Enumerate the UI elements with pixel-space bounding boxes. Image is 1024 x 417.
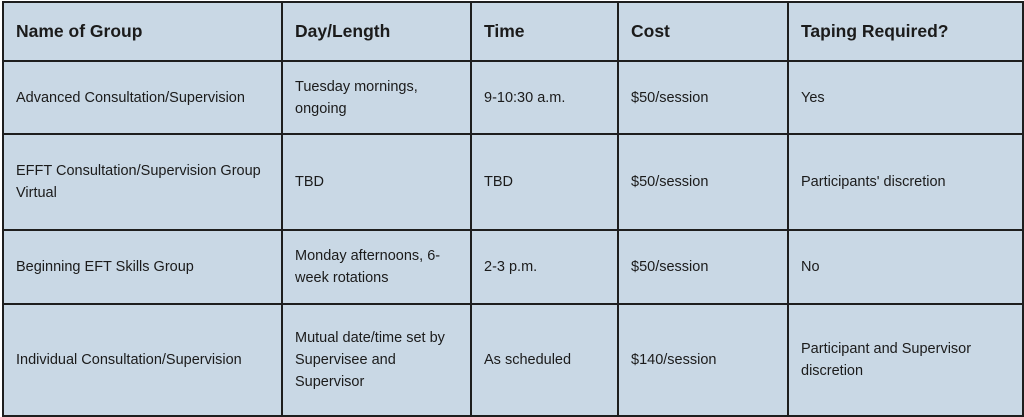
header-day-length: Day/Length (282, 2, 471, 61)
groups-table (2, 1, 1024, 417)
cell-time: 9-10:30 a.m. (471, 61, 618, 134)
header-cost: Cost (618, 2, 788, 61)
cell-day-length: Tuesday mornings, ongoing (282, 61, 471, 134)
table-row (3, 304, 1023, 416)
cell-time: As scheduled (471, 304, 618, 416)
groups-table-container (2, 1, 1022, 415)
cell-cost: $140/session (618, 304, 788, 416)
cell-cost: $50/session (618, 134, 788, 230)
cell-time: 2-3 p.m. (471, 230, 618, 304)
header-taping-required: Taping Required? (788, 2, 1023, 61)
cell-group-name: EFFT Consultation/Supervision Group Virtual (3, 134, 282, 230)
cell-cost: $50/session (618, 61, 788, 134)
cell-cost: $50/session (618, 230, 788, 304)
cell-time: TBD (471, 134, 618, 230)
table-row (3, 61, 1023, 134)
cell-group-name: Advanced Consultation/Supervision (3, 61, 282, 134)
cell-group-name: Individual Consultation/Supervision (3, 304, 282, 416)
cell-group-name: Beginning EFT Skills Group (3, 230, 282, 304)
table-row (3, 134, 1023, 230)
cell-taping-required: Participant and Supervisor discretion (788, 304, 1023, 416)
table-row (3, 230, 1023, 304)
header-time: Time (471, 2, 618, 61)
cell-day-length: TBD (282, 134, 471, 230)
cell-day-length: Mutual date/time set by Supervisee and Supervisor (282, 304, 471, 416)
cell-taping-required: No (788, 230, 1023, 304)
header-name-of-group: Name of Group (3, 2, 282, 61)
table-header-row (3, 2, 1023, 61)
cell-taping-required: Participants' discretion (788, 134, 1023, 230)
cell-day-length: Monday afternoons, 6-week rotations (282, 230, 471, 304)
cell-taping-required: Yes (788, 61, 1023, 134)
